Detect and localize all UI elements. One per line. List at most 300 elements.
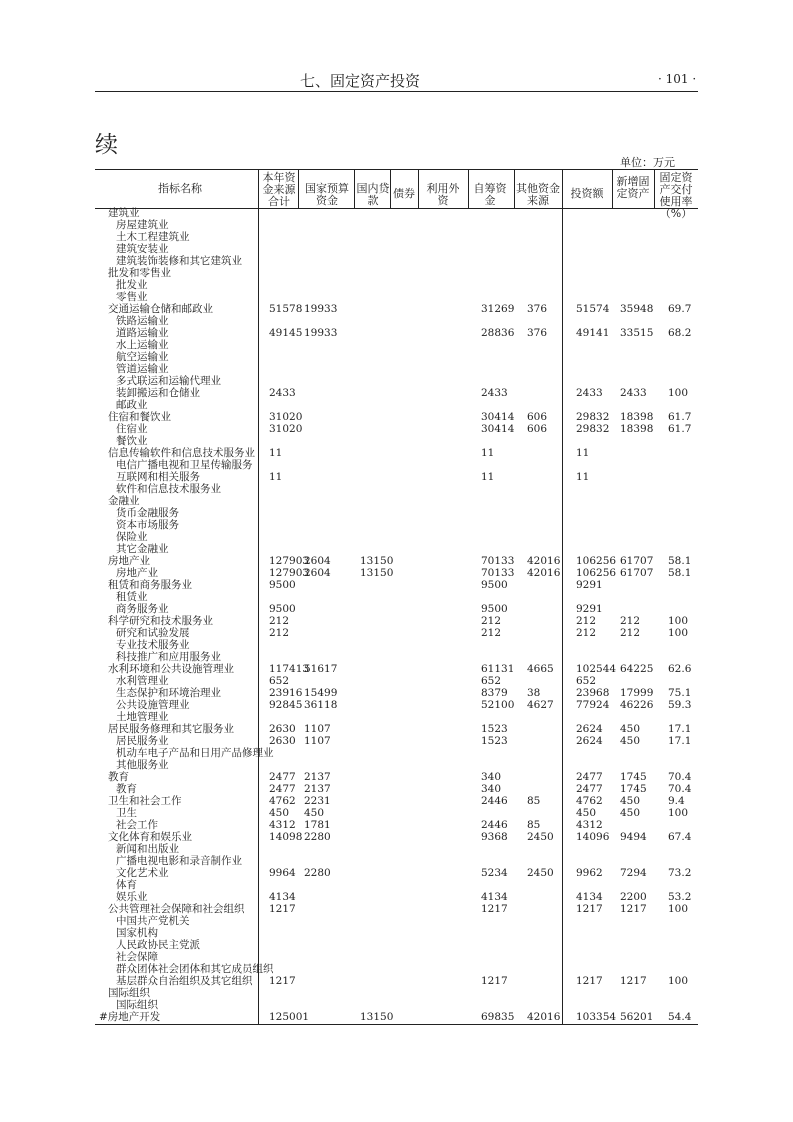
row-label: 社会工作 — [116, 819, 158, 831]
table-row — [0, 664, 793, 676]
col-header-investment: 投资额 — [570, 187, 604, 200]
row-label: 建筑业 — [108, 207, 140, 219]
table-row — [0, 484, 793, 496]
table-row — [0, 916, 793, 928]
row-label: 国际组织 — [116, 999, 158, 1011]
row-value: 9291 — [576, 603, 603, 615]
row-label: 土木工程建筑业 — [116, 231, 190, 243]
row-label: 公共管理社会保障和社会组织 — [108, 903, 245, 915]
col-header-foreign-capital: 利用外资 — [426, 182, 460, 207]
row-value: 11 — [481, 447, 495, 459]
row-value: 29832 — [576, 411, 610, 423]
row-label: 零售业 — [116, 291, 148, 303]
row-label: 基层群众自治组织及其它组织 — [116, 975, 253, 987]
row-value: 51574 — [576, 303, 610, 315]
header-rule — [95, 91, 698, 92]
table-row — [0, 592, 793, 604]
row-label: 国际组织 — [108, 987, 150, 999]
row-label: 建筑装饰装修和其它建筑业 — [116, 255, 242, 267]
table-row — [0, 676, 793, 688]
table-row — [0, 1012, 793, 1024]
row-label: 土地管理业 — [116, 711, 169, 723]
row-label: 居民服务修理和其它服务业 — [108, 723, 234, 735]
table-row — [0, 376, 793, 388]
row-label: 国家机构 — [116, 927, 158, 939]
row-label: 科技推广和应用服务业 — [116, 651, 221, 663]
row-value: 9962 — [576, 867, 603, 879]
row-value: 1745 — [620, 783, 647, 795]
row-value: 4134 — [576, 891, 603, 903]
row-value: 127903 — [269, 555, 310, 567]
row-value: 1107 — [304, 735, 331, 747]
row-value: 1217 — [576, 975, 603, 987]
row-label: 社会保障 — [116, 951, 158, 963]
row-value: 450 — [620, 735, 641, 747]
table-row — [0, 892, 793, 904]
table-row — [0, 964, 793, 976]
row-value: 52100 — [481, 699, 515, 711]
row-value: 340 — [481, 783, 502, 795]
row-value: 85 — [527, 795, 541, 807]
row-label: 新闻和出版业 — [116, 843, 179, 855]
row-value: 450 — [620, 807, 641, 819]
row-value: 13150 — [360, 567, 394, 579]
row-label: 卫生和社会工作 — [108, 795, 182, 807]
row-label: 管道运输业 — [116, 363, 169, 375]
row-value: 1217 — [481, 903, 508, 915]
column-divider — [354, 170, 355, 208]
row-value: 606 — [527, 411, 548, 423]
row-value: 4312 — [576, 819, 603, 831]
row-label: 文化体育和娱乐业 — [108, 831, 192, 843]
row-value: 2433 — [481, 387, 508, 399]
row-value: 2450 — [527, 867, 554, 879]
row-value: 1217 — [269, 903, 296, 915]
row-value: 31020 — [269, 411, 303, 423]
row-value: 1745 — [620, 771, 647, 783]
row-value: 9964 — [269, 867, 296, 879]
row-label: 住宿和餐饮业 — [108, 411, 171, 423]
table-row — [0, 856, 793, 868]
col-header-state-budget: 国家预算资金 — [305, 182, 349, 207]
unit-label: 单位：万元 — [620, 156, 675, 169]
row-value: 59.3 — [668, 699, 692, 711]
table-row — [0, 736, 793, 748]
row-label: 餐饮业 — [116, 435, 148, 447]
table-row — [0, 976, 793, 988]
row-label: 专业技术服务业 — [116, 639, 190, 651]
row-label: 装卸搬运和仓储业 — [116, 387, 200, 399]
table-row — [0, 952, 793, 964]
row-value: 2477 — [576, 771, 603, 783]
col-header-self-raised: 自筹资金 — [473, 182, 507, 207]
row-value: 18398 — [620, 411, 654, 423]
table-top-rule — [95, 169, 698, 170]
row-value: 212 — [576, 627, 597, 639]
row-value: 100 — [668, 615, 689, 627]
row-value: 11 — [481, 471, 495, 483]
row-value: 19933 — [304, 303, 338, 315]
row-value: 2280 — [304, 867, 331, 879]
row-value: 9.4 — [668, 795, 685, 807]
row-value: 58.1 — [668, 555, 692, 567]
row-value: 2624 — [576, 723, 603, 735]
row-value: 212 — [481, 627, 502, 639]
row-label: 租赁和商务服务业 — [108, 579, 192, 591]
row-value: 11 — [576, 471, 590, 483]
table-row — [0, 760, 793, 772]
row-value: 31020 — [269, 423, 303, 435]
continued-label: 续 — [95, 132, 118, 158]
table-row — [0, 568, 793, 580]
row-label: 金融业 — [108, 495, 140, 507]
row-value: 652 — [269, 675, 290, 687]
row-label: 娱乐业 — [116, 891, 148, 903]
row-value: 9500 — [269, 579, 296, 591]
row-value: 77924 — [576, 699, 610, 711]
row-value: 53.2 — [668, 891, 692, 903]
col-header-bonds: 债券 — [393, 187, 415, 200]
row-value: 2433 — [620, 387, 647, 399]
row-value: 75.1 — [668, 687, 692, 699]
row-value: 38 — [527, 687, 541, 699]
row-label: 科学研究和技术服务业 — [108, 615, 213, 627]
row-value: 9368 — [481, 831, 508, 843]
row-value: 2433 — [269, 387, 296, 399]
column-divider — [468, 170, 469, 208]
table-row — [0, 292, 793, 304]
row-value: 1217 — [576, 903, 603, 915]
row-value: 2630 — [269, 723, 296, 735]
row-label: 批发和零售业 — [108, 267, 171, 279]
row-value: 4134 — [269, 891, 296, 903]
table-row — [0, 640, 793, 652]
table-row — [0, 208, 793, 220]
row-value: 7294 — [620, 867, 647, 879]
row-value: 212 — [620, 627, 641, 639]
row-label: 批发业 — [116, 279, 148, 291]
table-row — [0, 616, 793, 628]
row-value: 103354 — [576, 1011, 617, 1023]
row-value: 606 — [527, 423, 548, 435]
row-value: 1217 — [620, 903, 647, 915]
row-value: 4134 — [481, 891, 508, 903]
row-value: 13150 — [360, 1011, 394, 1023]
col-header-name: 指标名称 — [158, 182, 202, 195]
row-value: 9494 — [620, 831, 647, 843]
row-value: 70.4 — [668, 771, 692, 783]
row-value: 56201 — [620, 1011, 654, 1023]
row-value: 9500 — [481, 579, 508, 591]
row-value: 117413 — [269, 663, 310, 675]
table-row — [0, 880, 793, 892]
row-value: 450 — [576, 807, 597, 819]
row-value: 212 — [269, 615, 290, 627]
table-row — [0, 940, 793, 952]
row-label: 生态保护和环境治理业 — [116, 687, 221, 699]
row-value: 100 — [668, 975, 689, 987]
row-value: 376 — [527, 327, 548, 339]
row-value: 30414 — [481, 411, 515, 423]
col-header-new-fixed-assets: 新增固定资产 — [616, 175, 650, 200]
table-row — [0, 244, 793, 256]
row-value: 62.6 — [668, 663, 692, 675]
row-value: 70133 — [481, 567, 515, 579]
table-row — [0, 1000, 793, 1012]
row-value: 42016 — [527, 555, 561, 567]
row-value: 61707 — [620, 555, 654, 567]
row-value: 212 — [576, 615, 597, 627]
row-label: #房地产开发 — [99, 1011, 161, 1023]
row-value: 106256 — [576, 555, 617, 567]
row-label: 信息传输软件和信息技术服务业 — [108, 447, 255, 459]
row-value: 92845 — [269, 699, 303, 711]
table-row — [0, 460, 793, 472]
column-divider — [418, 170, 419, 208]
row-label: 互联网和相关服务 — [116, 471, 200, 483]
row-label: 铁路运输业 — [116, 315, 169, 327]
row-value: 2231 — [304, 795, 331, 807]
row-label: 房屋建筑业 — [116, 219, 169, 231]
table-row — [0, 784, 793, 796]
row-value: 51617 — [304, 663, 338, 675]
row-label: 其他服务业 — [116, 759, 169, 771]
row-value: 61.7 — [668, 411, 692, 423]
row-value: 340 — [481, 771, 502, 783]
table-row — [0, 412, 793, 424]
col-header-other-sources: 其他资金来源 — [516, 182, 560, 207]
row-value: 1523 — [481, 723, 508, 735]
row-label: 广播电视电影和录音制作业 — [116, 855, 242, 867]
table-row — [0, 328, 793, 340]
row-value: 42016 — [527, 567, 561, 579]
row-value: 2450 — [527, 831, 554, 843]
col-header-total-funds: 本年资金来源合计 — [262, 171, 296, 208]
row-label: 研究和试验发展 — [116, 627, 190, 639]
row-value: 1217 — [620, 975, 647, 987]
table-row — [0, 832, 793, 844]
row-value: 23968 — [576, 687, 610, 699]
row-label: 其它金融业 — [116, 543, 169, 555]
row-label: 教育 — [108, 771, 129, 783]
row-label: 教育 — [116, 783, 137, 795]
row-value: 9500 — [269, 603, 296, 615]
row-value: 100 — [668, 627, 689, 639]
table-bottom-rule — [95, 1024, 698, 1025]
row-value: 212 — [620, 615, 641, 627]
row-label: 交通运输仓储和邮政业 — [108, 303, 213, 315]
row-value: 11 — [269, 471, 283, 483]
row-value: 35948 — [620, 303, 654, 315]
row-value: 54.4 — [668, 1011, 692, 1023]
table-row — [0, 280, 793, 292]
row-value: 58.1 — [668, 567, 692, 579]
row-value: 46226 — [620, 699, 654, 711]
row-value: 30414 — [481, 423, 515, 435]
row-label: 电信广播电视和卫星传输服务 — [116, 459, 253, 471]
page-number: · 101 · — [658, 72, 697, 86]
row-value: 2604 — [304, 567, 331, 579]
row-value: 2200 — [620, 891, 647, 903]
row-label: 航空运输业 — [116, 351, 169, 363]
row-label: 水利环境和公共设施管理业 — [108, 663, 234, 675]
row-value: 2477 — [269, 783, 296, 795]
row-value: 85 — [527, 819, 541, 831]
row-label: 中国共产党机关 — [116, 915, 190, 927]
row-value: 376 — [527, 303, 548, 315]
table-row — [0, 928, 793, 940]
row-value: 2630 — [269, 735, 296, 747]
table-row — [0, 772, 793, 784]
row-value: 4627 — [527, 699, 554, 711]
row-value: 100 — [668, 807, 689, 819]
row-value: 17999 — [620, 687, 654, 699]
table-row — [0, 496, 793, 508]
table-row — [0, 256, 793, 268]
row-value: 31269 — [481, 303, 515, 315]
row-value: 23916 — [269, 687, 303, 699]
row-value: 49141 — [576, 327, 610, 339]
row-value: 2137 — [304, 771, 331, 783]
row-value: 19933 — [304, 327, 338, 339]
row-value: 11 — [269, 447, 283, 459]
table-row — [0, 340, 793, 352]
table-row — [0, 472, 793, 484]
row-value: 64225 — [620, 663, 654, 675]
row-value: 42016 — [527, 1011, 561, 1023]
row-value: 61707 — [620, 567, 654, 579]
row-label: 体育 — [116, 879, 137, 891]
row-value: 1781 — [304, 819, 331, 831]
row-value: 33515 — [620, 327, 654, 339]
row-value: 2137 — [304, 783, 331, 795]
table-row — [0, 556, 793, 568]
row-label: 水利管理业 — [116, 675, 169, 687]
table-row — [0, 352, 793, 364]
row-value: 11 — [576, 447, 590, 459]
row-label: 多式联运和运输代理业 — [116, 375, 221, 387]
row-value: 2624 — [576, 735, 603, 747]
row-label: 商务服务业 — [116, 603, 169, 615]
table-row — [0, 580, 793, 592]
row-label: 公共设施管理业 — [116, 699, 190, 711]
table-row — [0, 700, 793, 712]
row-value: 51578 — [269, 303, 303, 315]
table-row — [0, 844, 793, 856]
row-value: 1217 — [269, 975, 296, 987]
table-row — [0, 268, 793, 280]
row-value: 73.2 — [668, 867, 692, 879]
table-row — [0, 628, 793, 640]
table-row — [0, 316, 793, 328]
table-row — [0, 400, 793, 412]
table-row — [0, 688, 793, 700]
row-value: 15499 — [304, 687, 338, 699]
row-value: 61131 — [481, 663, 515, 675]
table-row — [0, 232, 793, 244]
row-value: 67.4 — [668, 831, 692, 843]
section-title: 七、固定资产投资 — [300, 72, 421, 90]
table-row — [0, 544, 793, 556]
row-label: 保险业 — [116, 531, 148, 543]
row-value: 1217 — [481, 975, 508, 987]
table-row — [0, 988, 793, 1000]
row-label: 建筑安装业 — [116, 243, 169, 255]
row-label: 租赁业 — [116, 591, 148, 603]
table-row — [0, 808, 793, 820]
row-label: 房地产业 — [108, 555, 150, 567]
row-value: 212 — [269, 627, 290, 639]
row-label: 住宿业 — [116, 423, 148, 435]
row-value: 450 — [620, 795, 641, 807]
row-value: 127903 — [269, 567, 310, 579]
row-value: 18398 — [620, 423, 654, 435]
row-label: 居民服务业 — [116, 735, 169, 747]
table-row — [0, 304, 793, 316]
table-row — [0, 712, 793, 724]
row-label: 群众团体社会团体和其它成员组织 — [116, 963, 274, 975]
row-value: 69.7 — [668, 303, 692, 315]
row-value: 9291 — [576, 579, 603, 591]
table-row — [0, 820, 793, 832]
row-value: 125001 — [269, 1011, 310, 1023]
table-row — [0, 652, 793, 664]
row-label: 资本市场服务 — [116, 519, 179, 531]
table-row — [0, 532, 793, 544]
row-value: 8379 — [481, 687, 508, 699]
row-value: 450 — [620, 723, 641, 735]
row-value: 4762 — [269, 795, 296, 807]
row-value: 100 — [668, 903, 689, 915]
table-row — [0, 604, 793, 616]
row-label: 机动车电子产品和日用产品修理业 — [116, 747, 274, 759]
table-row — [0, 436, 793, 448]
row-value: 14098 — [269, 831, 303, 843]
row-value: 4665 — [527, 663, 554, 675]
row-value: 1523 — [481, 735, 508, 747]
col-header-delivery-rate: 固定资产交付使用率（%） — [659, 171, 693, 220]
table-row — [0, 520, 793, 532]
table-row — [0, 904, 793, 916]
row-value: 17.1 — [668, 723, 692, 735]
row-value: 100 — [668, 387, 689, 399]
row-value: 1107 — [304, 723, 331, 735]
row-label: 房地产业 — [116, 567, 158, 579]
table-row — [0, 388, 793, 400]
row-value: 28836 — [481, 327, 515, 339]
row-label: 货币金融服务 — [116, 507, 179, 519]
row-label: 水上运输业 — [116, 339, 169, 351]
row-label: 软件和信息技术服务业 — [116, 483, 221, 495]
row-value: 13150 — [360, 555, 394, 567]
row-label: 人民政协民主党派 — [116, 939, 200, 951]
row-value: 2604 — [304, 555, 331, 567]
row-label: 卫生 — [116, 807, 137, 819]
row-value: 652 — [576, 675, 597, 687]
table-row — [0, 796, 793, 808]
row-value: 2280 — [304, 831, 331, 843]
row-value: 29832 — [576, 423, 610, 435]
table-row — [0, 448, 793, 460]
row-value: 2433 — [576, 387, 603, 399]
row-value: 9500 — [481, 603, 508, 615]
col-header-domestic-loans: 国内贷款 — [356, 182, 390, 207]
row-value: 652 — [481, 675, 502, 687]
row-value: 14096 — [576, 831, 610, 843]
row-value: 36118 — [304, 699, 338, 711]
row-value: 70133 — [481, 555, 515, 567]
row-value: 17.1 — [668, 735, 692, 747]
